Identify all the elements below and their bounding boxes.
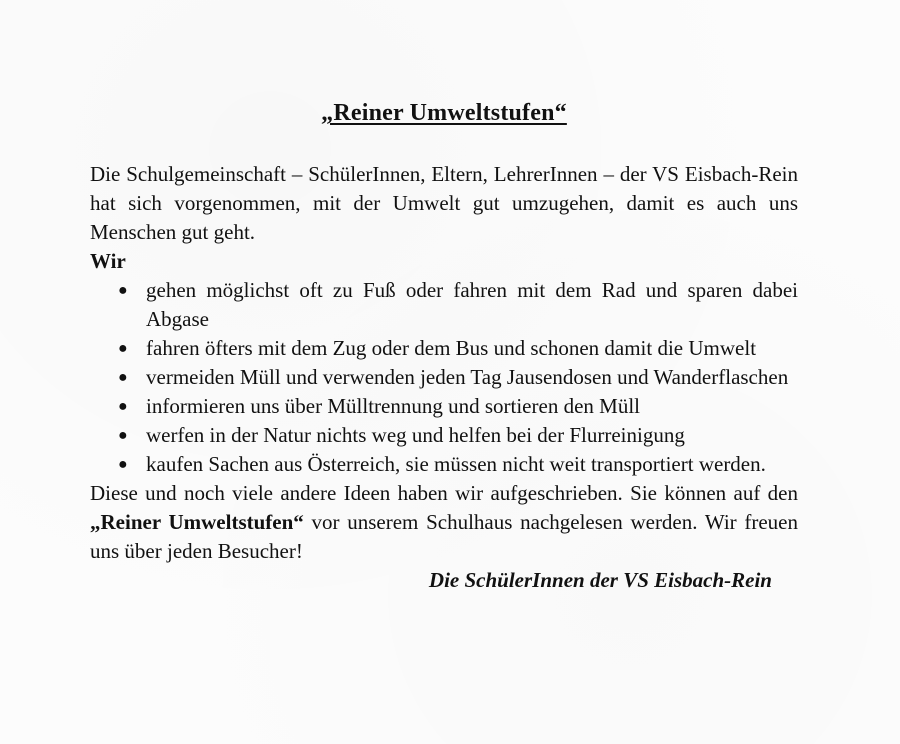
pledge-list — [116, 276, 798, 479]
list-item-text: werfen in der Natur nichts weg und helfen bei der Flurreinigung — [146, 423, 685, 447]
list-item — [116, 421, 798, 450]
bullet-icon: ● — [118, 456, 128, 473]
closing-text-end: vor unserem Schulhaus nachgelesen werden. Wir freuen uns über jeden Besucher! — [90, 510, 798, 563]
list-item — [116, 450, 798, 479]
list-item-text: kaufen Sachen aus Österreich, sie müssen nicht weit transportiert werden. — [146, 452, 766, 476]
closing-highlight: „Reiner Umweltstufen“ — [90, 510, 304, 534]
list-item — [116, 363, 798, 392]
list-item-text: fahren öfters mit dem Zug oder dem Bus und schonen damit die Umwelt — [146, 336, 757, 360]
list-item-text: gehen möglichst oft zu Fuß oder fahren mit dem Rad und sparen dabei Abgase — [146, 278, 798, 331]
bullet-icon: ● — [118, 427, 128, 444]
intro-paragraph: Die Schulgemeinschaft – SchülerInnen, Eltern, LehrerInnen – der VS Eisbach-Rein hat sich vorgenommen, mit der Umwelt gut umzugehen, damit es auch uns Menschen gut geht. — [90, 162, 798, 244]
document-body — [90, 160, 798, 595]
list-item-text: informieren uns über Mülltrennung und sortieren den Müll — [146, 394, 640, 418]
closing-paragraph — [90, 479, 798, 566]
signature: Die SchülerInnen der VS Eisbach-Rein — [428, 568, 772, 592]
list-item — [116, 392, 798, 421]
wir-label: Wir — [90, 249, 126, 273]
bullet-icon: ● — [118, 398, 128, 415]
document-title: „Reiner Umweltstufen“ — [321, 100, 567, 126]
bullet-icon: ● — [118, 282, 128, 299]
list-item — [116, 334, 798, 363]
closing-text-start: Diese und noch viele andere Ideen haben wir aufgeschrieben. Sie können auf den — [90, 481, 798, 505]
bullet-icon: ● — [118, 369, 128, 386]
bullet-icon: ● — [118, 340, 128, 357]
list-item — [116, 276, 798, 334]
list-item-text: vermeiden Müll und verwenden jeden Tag Jausendosen und Wanderflaschen — [146, 365, 789, 389]
